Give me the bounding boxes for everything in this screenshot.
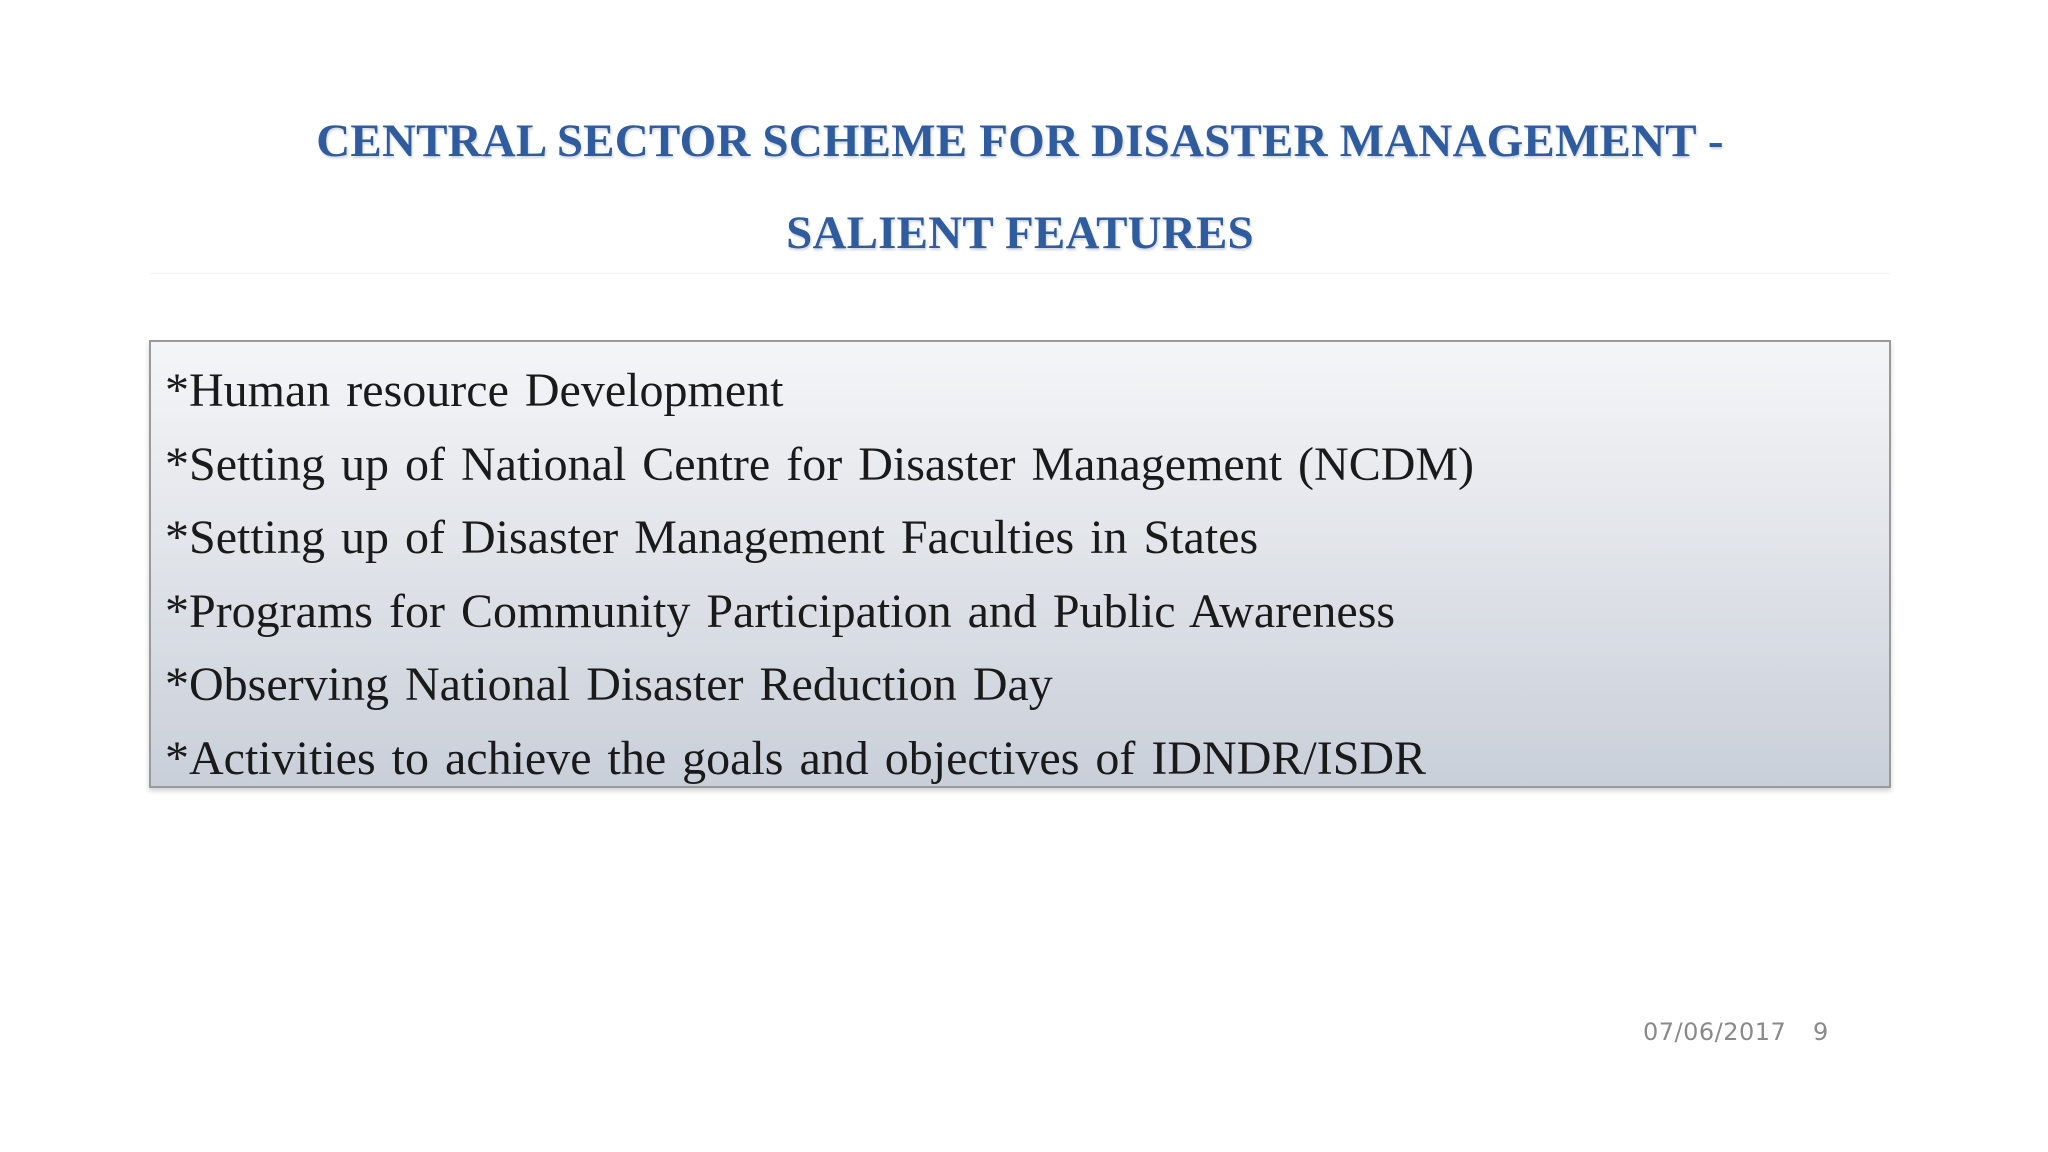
features-box bbox=[149, 340, 1891, 788]
feature-list bbox=[165, 354, 1889, 796]
slide-title bbox=[150, 95, 1890, 274]
title-line-2: SALIENT FEATURES bbox=[786, 207, 1254, 259]
feature-item: *Activities to achieve the goals and objectives of IDNDR/ISDR bbox=[165, 731, 1427, 785]
footer-date: 07/06/2017 bbox=[1643, 1018, 1787, 1046]
feature-item: *Programs for Community Participation and Public Awareness bbox=[165, 584, 1396, 638]
feature-item: *Setting up of National Centre for Disaster Management (NCDM) bbox=[165, 437, 1475, 491]
footer-page-number: 9 bbox=[1813, 1018, 1829, 1046]
feature-item: *Setting up of Disaster Management Faculties in States bbox=[165, 511, 1259, 565]
title-line-1: CENTRAL SECTOR SCHEME FOR DISASTER MANAGEMENT - bbox=[316, 115, 1724, 167]
feature-item: *Human resource Development bbox=[165, 364, 784, 417]
feature-item: *Observing National Disaster Reduction Day bbox=[165, 658, 1053, 712]
